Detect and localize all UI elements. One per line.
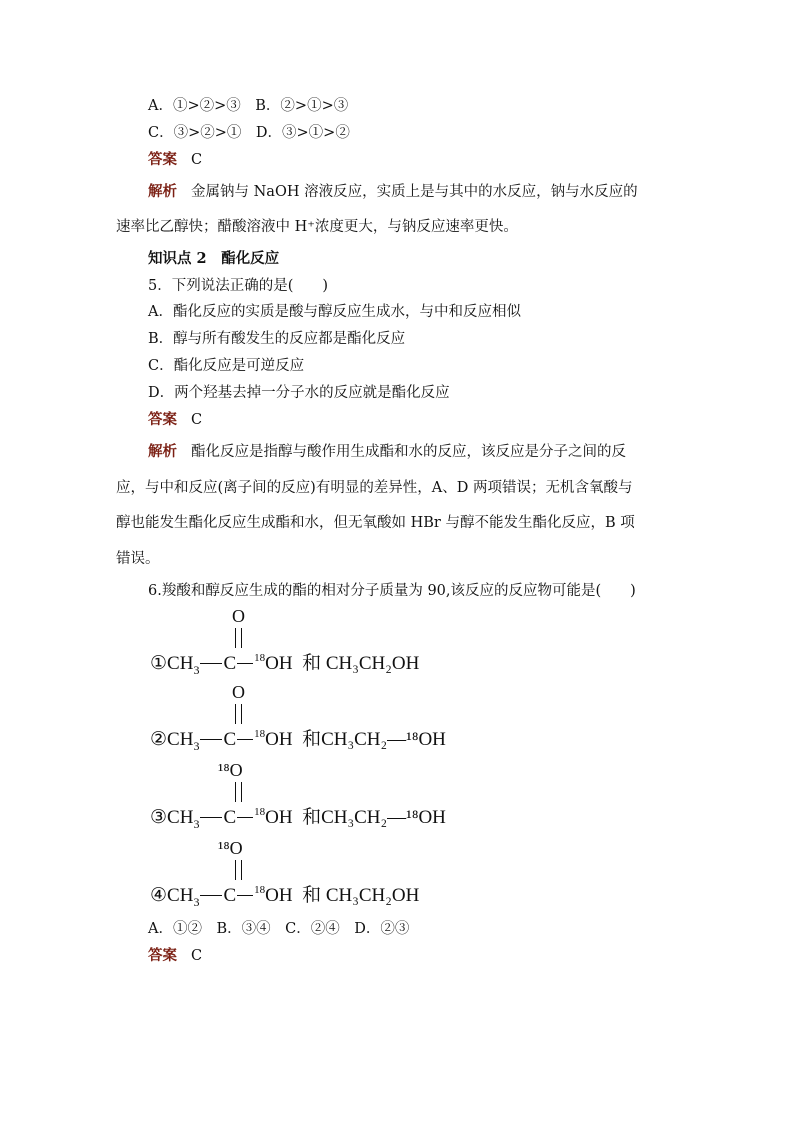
carbonyl-oxygen: O xyxy=(232,606,245,626)
reactant-formula: $②CH_3$ C $^{18}$OH 和CH₃CH₂—¹⁸OH xyxy=(150,728,446,753)
double-bond xyxy=(235,628,242,648)
carbonyl-oxygen: O xyxy=(232,682,245,702)
join-word: 和 xyxy=(302,807,322,828)
q5-option-a: A．酯化反应的实质是酸与醇反应生成水，与中和反应相似 xyxy=(148,304,521,320)
q5-option-d: D．两个羟基去掉一分子水的反应就是酯化反应 xyxy=(148,385,450,401)
q5-analysis-line2: 应，与中和反应(离子间的反应)有明显的差异性，A、D 两项错误；无机含氧酸与 xyxy=(116,480,633,496)
q4-answer xyxy=(148,150,202,170)
answer-value: C xyxy=(191,412,203,428)
answer-label: 答案 xyxy=(148,947,177,964)
q5-analysis-line3: 醇也能发生酯化反应生成酯和水，但无氧酸如 HBr 与醇不能发生酯化反应，B 项 xyxy=(116,515,635,531)
q5-analysis-line1: 解析 酯化反应是指醇与酸作用生成酯和水的反应，该反应是分子之间的反 xyxy=(148,443,626,460)
reactant-formula: $③CH_3$ C $^{18}$OH 和CH₃CH₂—¹⁸OH xyxy=(150,806,446,831)
q4-options-line2: C．③>②>① D．③>①>② xyxy=(148,125,350,141)
alcohol: CH₃CH₂—¹⁸OH xyxy=(321,729,446,750)
q5-answer xyxy=(148,410,202,430)
q6-options: A．①② B．③④ C．②④ D．②③ xyxy=(148,921,410,937)
carbonyl-oxygen: ¹⁸O xyxy=(218,838,243,858)
analysis-label: 解析 xyxy=(148,443,177,460)
answer-label: 答案 xyxy=(148,151,177,168)
reactant-formula: $④CH_3$ C $^{18}$OH 和 CH₃CH₂OH xyxy=(150,884,420,909)
answer-label: 答案 xyxy=(148,411,177,428)
analysis-label: 解析 xyxy=(148,183,177,200)
q6-answer xyxy=(148,946,202,966)
q4-analysis-line2: 速率比乙醇快；醋酸溶液中 H⁺浓度更大，与钠反应速率更快。 xyxy=(116,219,518,235)
join-word: 和 xyxy=(302,885,322,906)
q6-stem: 6.羧酸和醇反应生成的酯的相对分子质量为 90,该反应的反应物可能是( ) xyxy=(148,583,636,599)
q5-option-c: C．酯化反应是可逆反应 xyxy=(148,358,305,374)
join-word: 和 xyxy=(302,729,322,750)
answer-value: C xyxy=(191,948,203,964)
q4-analysis-line1: 解析 金属钠与 NaOH 溶液反应，实质上是与其中的水反应，钠与水反应的 xyxy=(148,183,638,200)
q4-options-line1: A．①>②>③ B．②>①>③ xyxy=(148,98,349,114)
q5-analysis-line4: 错误。 xyxy=(116,551,160,567)
q5-stem: 5．下列说法正确的是( ) xyxy=(148,278,329,294)
double-bond xyxy=(235,782,242,802)
carbonyl-oxygen: ¹⁸O xyxy=(218,760,243,780)
alcohol: CH₃CH₂—¹⁸OH xyxy=(321,807,446,828)
answer-value: C xyxy=(191,152,203,168)
q5-option-b: B．醇与所有酸发生的反应都是酯化反应 xyxy=(148,331,406,347)
alcohol: CH₃CH₂OH xyxy=(325,885,420,906)
section-title: 知识点 2 酯化反应 xyxy=(148,250,280,267)
join-word: 和 xyxy=(302,653,322,674)
double-bond xyxy=(235,860,242,880)
double-bond xyxy=(235,704,242,724)
reactant-formula: $①CH_3$ C $^{18}$OH 和 CH₃CH₂OH xyxy=(150,652,420,677)
alcohol: CH₃CH₂OH xyxy=(325,653,420,674)
